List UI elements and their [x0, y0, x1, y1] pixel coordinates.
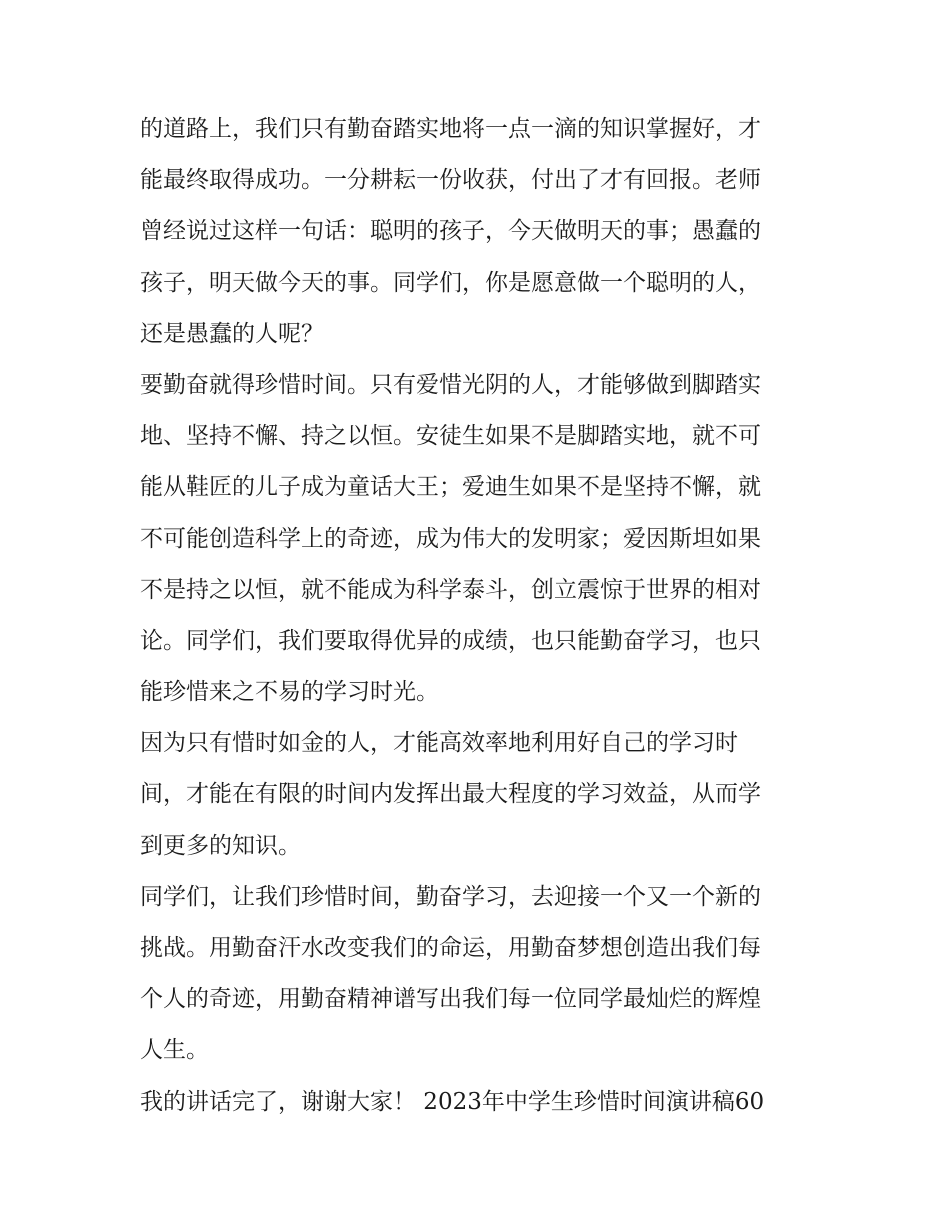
text-line: 我的讲话完了，谢谢大家！ 2023年中学生珍惜时间演讲稿60 — [140, 1088, 765, 1115]
text-line: 曾经说过这样一句话：聪明的孩子，今天做明天的事；愚蠢的 — [140, 218, 761, 245]
text-line: 因为只有惜时如金的人，才能高效率地利用好自己的学习时 — [140, 730, 738, 757]
text-line: 能最终取得成功。一分耕耘一份收获，付出了才有回报。老师 — [140, 167, 761, 194]
text-line: 人生。 — [140, 1037, 209, 1064]
text-line: 要勤奋就得珍惜时间。只有爱惜光阴的人，才能够做到脚踏实 — [140, 371, 761, 398]
text-line: 论。同学们，我们要取得优异的成绩，也只能勤奋学习，也只 — [140, 627, 761, 654]
text-line: 孩子，明天做今天的事。同学们，你是愿意做一个聪明的人， — [140, 269, 761, 296]
text-line: 能从鞋匠的儿子成为童话大王；爱迪生如果不是坚持不懈，就 — [140, 474, 761, 501]
text-line: 同学们，让我们珍惜时间，勤奋学习，去迎接一个又一个新的 — [140, 883, 761, 910]
text-line: 挑战。用勤奋汗水改变我们的命运，用勤奋梦想创造出我们每 — [140, 935, 761, 961]
text-line: 到更多的知识。 — [140, 832, 301, 859]
text-line: 能珍惜来之不易的学习时光。 — [140, 679, 439, 706]
text-line: 个人的奇迹，用勤奋精神谱写出我们每一位同学最灿烂的辉煌 — [140, 986, 761, 1013]
text-line: 不可能创造科学上的奇迹，成为伟大的发明家；爱因斯坦如果 — [140, 525, 761, 552]
speech-text-body — [140, 104, 820, 1128]
text-line: 的道路上，我们只有勤奋踏实地将一点一滴的知识掌握好，才 — [140, 116, 761, 142]
text-line: 还是愚蠢的人呢？ — [140, 320, 324, 347]
text-line: 间，才能在有限的时间内发挥出最大程度的学习效益，从而学 — [140, 781, 761, 808]
text-line: 地、坚持不懈、持之以恒。安徒生如果不是脚踏实地，就不可 — [140, 423, 761, 450]
text-line: 不是持之以恒，就不能成为科学泰斗，创立震惊于世界的相对 — [140, 576, 761, 603]
